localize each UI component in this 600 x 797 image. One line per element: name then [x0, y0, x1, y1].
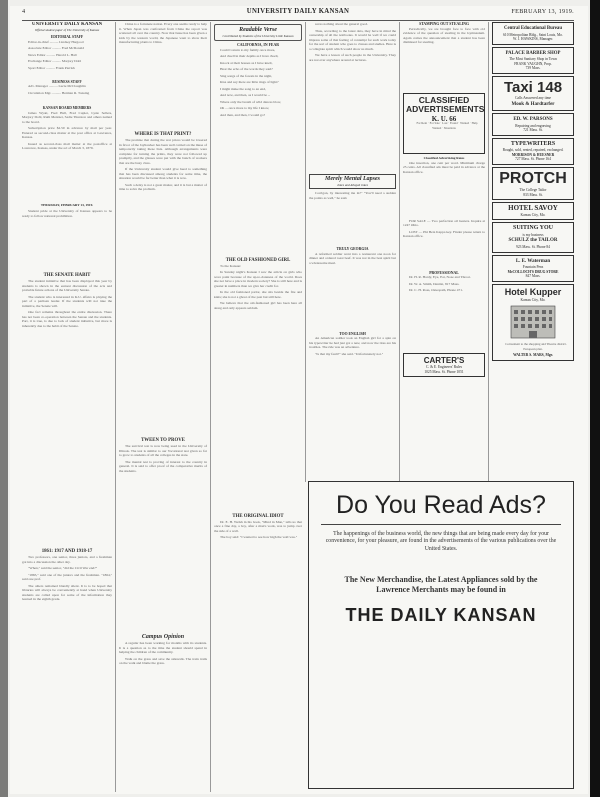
classified-phone: K. U. 66: [431, 114, 457, 123]
editorial-staff-heading: EDITORIAL STAFF: [50, 35, 84, 39]
editorial-intro: Student pride at the University of Kansas appears to be ready to follow national prohibition.: [22, 209, 112, 218]
column-editorial: [22, 22, 112, 792]
column-verse: [214, 22, 302, 792]
editorial-1861-body: Two professors, one senior, three juniors, and a freshman got into a discussion the other day. "When," said the senior, "did the Civil War end?" "1865," said one of the juniors and the freshman. "1864," said one prof. The others remained blandly silent. It is to be hoped that libraries will always be conveniently at hand when University students are called upon for some of the information they learned in the eighth grade.: [22, 555, 112, 601]
stamping-body: Periodically, we are brought face to face with old evidence of the question of stealing in the Gymnasium. Again comes the announcement that a student has been dismissed for stealing.: [403, 26, 485, 44]
editorial-china: China is a fortunate nation. Every one seems ready to help it. When Japan was confronted from China the report was scattered all over the country. Now that Issue has been given a kick by the western world, the Japanese want to show their manufacturing plants to China.: [119, 22, 207, 44]
hotel-kupper-description: Convenient to the shopping and Theatre district. European plan.: [505, 341, 567, 351]
date-line: THURSDAY, FEBRUARY 13, 1919.: [40, 202, 94, 207]
taxi-operator: Mook & Hardtarfer: [511, 101, 555, 107]
readable-verse-subtitle: Contributed by Students of the University Little Kansan: [222, 34, 294, 38]
classified-rates-body: One insertion, one cent per word. Minimum charge 25 cents. All classified ads must be paid in advance at the Kansan office.: [403, 160, 485, 174]
do-you-read-ads-body-2: The New Merchandise, the Latest Appliances sold by the Lawrence Merchants may be found in: [344, 575, 538, 595]
jokes-body-1: Corrigan, by interesting me in?" "You'll need a sudden the points as well," he said.: [309, 191, 396, 200]
typewriters-ad: [492, 138, 574, 165]
original-idiot-body: Dr. E. H. Welsh in his book, "Mind in Man," tells us that once a fine day, a boy, after a man's work, was to jump over the side of a wall. The boy said: "I wanted to see how high the wall was.": [214, 519, 302, 539]
hotel-building-illustration: [503, 302, 563, 340]
original-idiot-heading: THE ORIGINAL IDIOT: [232, 513, 284, 519]
column-classified: [403, 22, 485, 482]
newspaper-page: [10, 6, 588, 794]
protch-address: 833 Mass. St.: [523, 192, 543, 197]
waterman-address: 847 Mass.: [525, 274, 541, 279]
truly-georgia-heading: TRULY GEORGIA: [336, 247, 369, 251]
hotel-savoy-ad: [492, 202, 574, 220]
editorial-tween: TWEEN TO PROVE: [141, 438, 185, 443]
hotel-savoy-location: Kansas City, Mo.: [520, 212, 546, 217]
kansan-board-heading: KANSAN BOARD MEMBERS: [42, 106, 92, 110]
column-rule: [305, 22, 306, 482]
educational-bureau-address: 610 Metropolitan Bldg., Saint Louis, Mo.: [503, 32, 563, 37]
stamping-heading: STAMPING OUT STEALING: [419, 22, 469, 26]
educational-bureau-ad: [492, 22, 574, 45]
hotel-kupper-location: Kansas City, Mo.: [520, 297, 546, 302]
schulz-tailor-ad: [492, 222, 574, 252]
readable-verse-box: [214, 24, 302, 41]
too-english-heading: TOO ENGLISH: [339, 331, 366, 336]
waterman-subtitle: Fountain Pens: [522, 265, 544, 269]
too-english-body: An American soldier took an English girl for a spin on his typewriter he had just got a new, and now the tires are his troubles. The ride was an adventure. "Is that my fault?" she said. "Unfortunately not.": [309, 336, 396, 356]
old-fashioned-girl-body: To the Kansan: In Sunday night's Kansan I saw the article on girls who wore paint because of the up-to-dateness of the world. Does she not have a place in modern society? She is still here and is greater in numbers than we give her credit for. In the old fashioned parlor, she sits beside the fire and knits; she is not a ghost of the past but still here. We believe that the old-fashioned girl has been here all along and only appears seldom.: [214, 263, 302, 310]
typewriters-subtitle: Bought, sold, rented, repaired, exchanged.: [502, 148, 564, 153]
nameplate-subtitle: Official student paper of The University of Kansas: [34, 28, 100, 32]
waterman-store: McCOLLOCH'S DRUG STORE: [507, 269, 559, 274]
editorial-senate-habit: THE SENATE HABIT: [43, 273, 91, 278]
taxi-subtitle: Calls Answered any time: [514, 95, 552, 100]
column-rule: [488, 22, 489, 482]
protch-ad: [492, 167, 574, 200]
board-list: James Wyatt, Fred Hall, Fred Cupler, Lysle Sellers, Marjory Dobl, Ruth Mentzer, Sadie Thurston and others named to the board. Subscription price $2.50 in advance by mail per year. Entered as second-class matter at the post office at Lawrence, Kansas. Issued as second-class mail matter at the postoffice at Lawrence, Kansas, under the act of March 3, 1879.: [22, 110, 112, 150]
parsons-ad: [492, 113, 574, 136]
daily-kansan-footer: THE DAILY KANSAN: [345, 605, 537, 626]
professional-listings: Dr. H. R. Hardy, Eye, Ear, Nose and Throat. Dr. W. A. Smith, Dentist, 817 Mass. Dr. C. H. Ross, Osteopath, Phone 471.: [409, 275, 471, 292]
staff-list: Editor-in-chief .......... Lindsey Hargood Associate Editor .......... Fred McDonald News Editor .......... Harold L. Hall Exchange Editor .......... Marjory Dobl Sport Editor .......... Frank Parrish: [28, 39, 84, 70]
palace-barber-title: PALACE BARBER SHOP: [505, 50, 561, 56]
taxi-title: Taxi 148: [503, 78, 563, 96]
carters-address: 1025 Mass. St. Phone 1051: [424, 369, 464, 374]
column-rule: [115, 22, 116, 792]
educational-bureau-title: Central Educational Bureau: [503, 26, 562, 31]
editorial-print-body: The promise that during the war prices would be lowered in favor of the Jayhawker has been well carried on the muse of temporarily taking these lists. Although arrangements were complete for turning the prints, they were not followed up promptly, and the glasses were put with the bunch of workers that are the busy class. If the University student would give heed to something that has been discussed among students for some time, the situation would be far better than what it is now. Such a delay is not a great matter, and it is but a matter of time to solve the problem.: [119, 138, 207, 191]
readable-verse-heading: Readable Verse: [239, 27, 277, 33]
old-fashioned-girl-heading: THE OLD FASHIONED GIRL: [225, 257, 291, 263]
schulz-title: SCHULZ the TAILOR: [508, 238, 558, 244]
educational-bureau-manager: W. J. HAWKINS, Manager.: [512, 37, 553, 42]
editorial-print: WHERE IS THAT PRINT?: [134, 132, 192, 137]
parsons-address: 721 Mass. St.: [523, 128, 543, 133]
scan-edge-right: [590, 0, 600, 797]
hotel-kupper-manager: WALTER S. MARS, Mgr.: [513, 353, 553, 358]
protch-title: PROTCH: [499, 170, 567, 188]
professional-heading: PROFESSIONAL: [429, 270, 459, 275]
parsons-subtitle: Repairing and engraving: [515, 123, 551, 128]
column-rule: [210, 22, 211, 792]
column-jokes: [309, 22, 396, 482]
palace-barber-subtitle: The Most Sanitary Shop in Town: [509, 57, 557, 62]
editorial-senate-body: The student initiative that has been displayed this year by students is shown in the earnest discussion of the acts and probable future actions of the University Senate. The student who is interested in K.U. affairs is playing the part of a partisan leader. If the students will not take the initiative, the Senate will. One fact remains throughout the entire discussion. There has not been co-operation between the Senate and the students. Part, it is true, is due to lack of student initiative, but more is inherently due to the habit of the Senate.: [22, 279, 112, 328]
business-staff-heading: BUSINESS STAFF: [52, 79, 82, 84]
hotel-kupper-ad: [492, 284, 574, 361]
do-you-read-ads-box: [308, 481, 574, 789]
title-rule: [321, 524, 561, 525]
typewriters-title: TYPEWRITERS: [510, 140, 556, 147]
saves-editorial: saves nothing about the general good. Thus, according to the latest data, they have in mind the ownership of all the textbooks. It would be well if we could impress some of that feeling of contempt for such work today for the sort of student who goes to classes and studies. Here is a collegiate spirit which would show us much. We have a lesson of such people in the University. They are not ever anywhere around at lectures.: [309, 22, 396, 62]
typewriters-address: 727 Mass. St. Phone 164: [515, 157, 551, 162]
palace-barber-proprietor: FRANK VAUGHN, Prop.: [514, 61, 552, 66]
classified-title: CLASSIFIED ADVERTISEMENTS: [406, 94, 485, 114]
poem-title: CALIFORNIA, IN FEAR: [237, 43, 279, 47]
classified-rates-heading: Classified Advertising Rates: [423, 156, 465, 160]
hotel-savoy-title: HOTEL SAVOY: [508, 204, 558, 213]
palace-barber-ad: [492, 47, 574, 74]
palace-barber-address: 739 Mass.: [525, 66, 541, 71]
hotel-kupper-title: Hotel Kupper: [504, 286, 562, 297]
truly-georgia-body: A reformed soldier went into a restaurant one noon for dinner and ordered roast beef. It was not in the best spirit but a wholesome meal.: [309, 251, 396, 265]
page-header: [22, 8, 574, 20]
typewriters-seller: MORRISON & HUESNER: [511, 152, 555, 157]
carters-ad: [403, 353, 485, 377]
editorial-tween-body: The survival test is now being used in the University of Illinois. The test is similar to our Vocational test given so far to grow to students of all the colleges in the state. The mental test is proving of interest to the country in general. It is said to offer proof of the comparative merits of the students.: [119, 444, 207, 473]
poem-body: Could I return to my family once more, And dwell in their depths as I have dwelt, Knock at their houses as I have knelt, Hear the echo of the words they said? Sing songs of the forests in the night, Kiss and say there are little rings of light? I might make the song to an end, And now, and then, as I would be -- Where only the breath of wild dances blow, Oh ... once more to my life I know, And then, and then, I would go?: [220, 47, 282, 117]
carters-subtitle: C. & E. Engineers' Rules: [426, 365, 462, 369]
classified-listings: FOR SALE — Two perfection oil heaters. Inquire at 1247 Ohio. LOST — Phi Beta Kappa key. Finder please return to Kansan office.: [403, 218, 485, 238]
do-you-read-ads-body: The happenings of the business world, the new things that are being made every day for your convenience, for your pleasure, are found in the advertisements of the various publications over the United States.: [325, 531, 557, 552]
page-number: 4: [22, 8, 26, 15]
scan-edge-left: [0, 0, 8, 797]
schulz-address: 923 Mass. St. Phone 84: [516, 244, 550, 249]
waterman-title: L. E. Waterman: [515, 258, 551, 264]
nameplate: UNIVERSITY DAILY KANSAN: [31, 22, 103, 27]
classified-details: For Rent · For Sale · Lost · Found · Wanted · Help Wanted · Situations: [416, 121, 478, 130]
carters-title: CARTER'S: [423, 356, 465, 365]
protch-subtitle: The College Tailor: [519, 188, 547, 193]
parsons-title: ED. W. PARSONS: [513, 117, 553, 123]
mental-lapses-box: [309, 174, 396, 189]
editorial-1861: 1861: 1917 AND 1918-17: [41, 549, 93, 554]
do-you-read-ads-title: Do You Read Ads?: [336, 491, 546, 519]
paper-title: UNIVERSITY DAILY KANSAN: [246, 8, 350, 15]
suiting-subtitle: is my business: [522, 232, 544, 237]
column-rule: [399, 22, 400, 482]
campus-opinion-body: A regular has been working for months with its students. It is a question as to the time the student should spend in helping the children of the community. Walk on the grass and save the sidewalk. The train trails on the walk and blame the grass.: [119, 641, 207, 665]
header-rule: [22, 20, 574, 21]
suiting-title: SUITING YOU: [513, 225, 553, 232]
waterman-ad: [492, 255, 574, 282]
business-list: Adv. Manager .......... Lucie McClaughlin Circulation Mgr. .......... Herman R. Tonsing: [28, 84, 90, 95]
classified-box: [403, 93, 485, 155]
column-editorial-2: [119, 22, 207, 792]
taxi-ad: [492, 76, 574, 111]
mental-lapses-heading: Merely Mental Lapses: [325, 176, 380, 182]
mental-lapses-subtitle: Jokes and Alleged Jokes: [336, 183, 368, 187]
campus-opinion-heading: Campus Opinion: [141, 634, 185, 640]
issue-date: FEBRUARY 13, 1919.: [511, 8, 574, 15]
